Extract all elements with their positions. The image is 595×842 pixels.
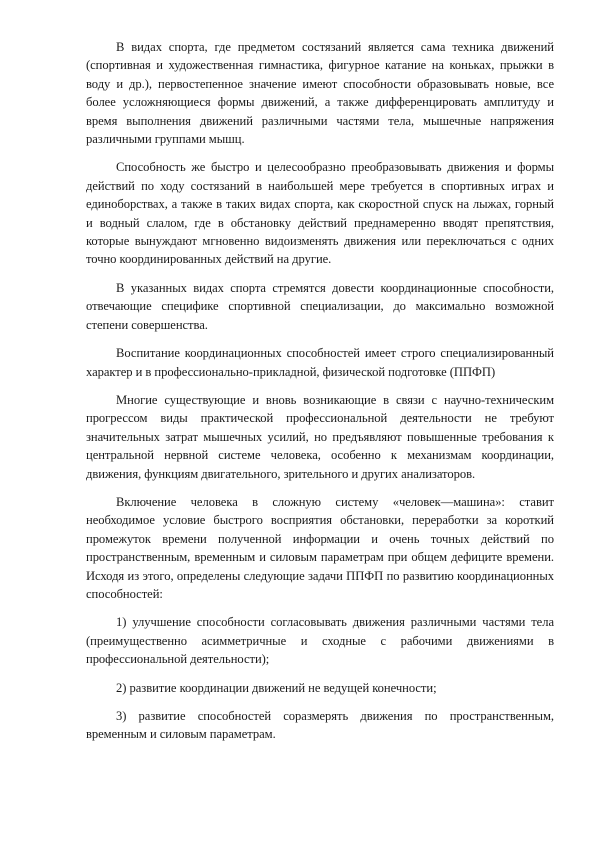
list-item-task-3: 3) развитие способностей соразмерять движения по пространственным, временным и силовым параметрам. (86, 709, 554, 742)
document-body (86, 38, 554, 744)
paragraph-perfection: В указанных видах спорта стремятся довести координационные способности, отвечающие специфике спортивной специализации, до максимально возможной степени совершенства. (86, 280, 554, 332)
paragraph-human-machine: Включение человека в сложную систему «человек—машина»: ставит необходимое условие быстрого восприятия обстановки, переработки за короткий промежуток времени полученной информации и очень точных действий по пространственным, временным и силовым параметрам при общем дефиците времени. Исходя из этого, определены следующие задачи ППФП по развитию координационных способностей: (86, 494, 554, 601)
paragraph-ppfp-intro: Воспитание координационных способностей имеет строго специализированный характер и в профессионально-прикладной, физической подготовке (ППФП) (86, 346, 554, 379)
paragraph-transform-ability: Способность же быстро и целесообразно преобразовывать движения и формы действий по ходу состязаний в наибольшей мере требуется в спортивных играх и единоборствах, а также в таких видах спорта, как скоростной спуск на лыжах, горный и водный слалом, где в обстановку действий преднамеренно вводят препятствия, которые вынуждают мгновенно видоизменять движения или переключаться с одних точно координированных действий на другие. (86, 160, 554, 267)
list-item-task-1: 1) улучшение способности согласовывать движения различными частями тела (преимущественно асимметричные и сходные с рабочими движениями в профессиональной деятельности); (86, 615, 554, 667)
paragraph-professional-activity: Многие существующие и вновь возникающие в связи с научно-техническим прогрессом виды практической профессиональной деятельности не требуют значительных затрат мышечных усилий, но предъявляют повышенные требования к центральной нервной системе человека, особенно к механизмам координации, движения, функциям двигательного, зрительного и других анализаторов. (86, 392, 554, 481)
list-item-task-2: 2) развитие координации движений не ведущей конечности; (116, 680, 437, 695)
paragraph-technique-sports: В видах спорта, где предметом состязаний является сама техника движений (спортивная и художественная гимнастика, фигурное катание на коньках, прыжки в воду и др.), первостепенное значение имеют способности образовывать новые, все более усложняющиеся формы движений, а также дифференцировать амплитуду и время выполнения движений различными частями тела, мышечные напряжения различными группами мышц. (86, 40, 554, 147)
